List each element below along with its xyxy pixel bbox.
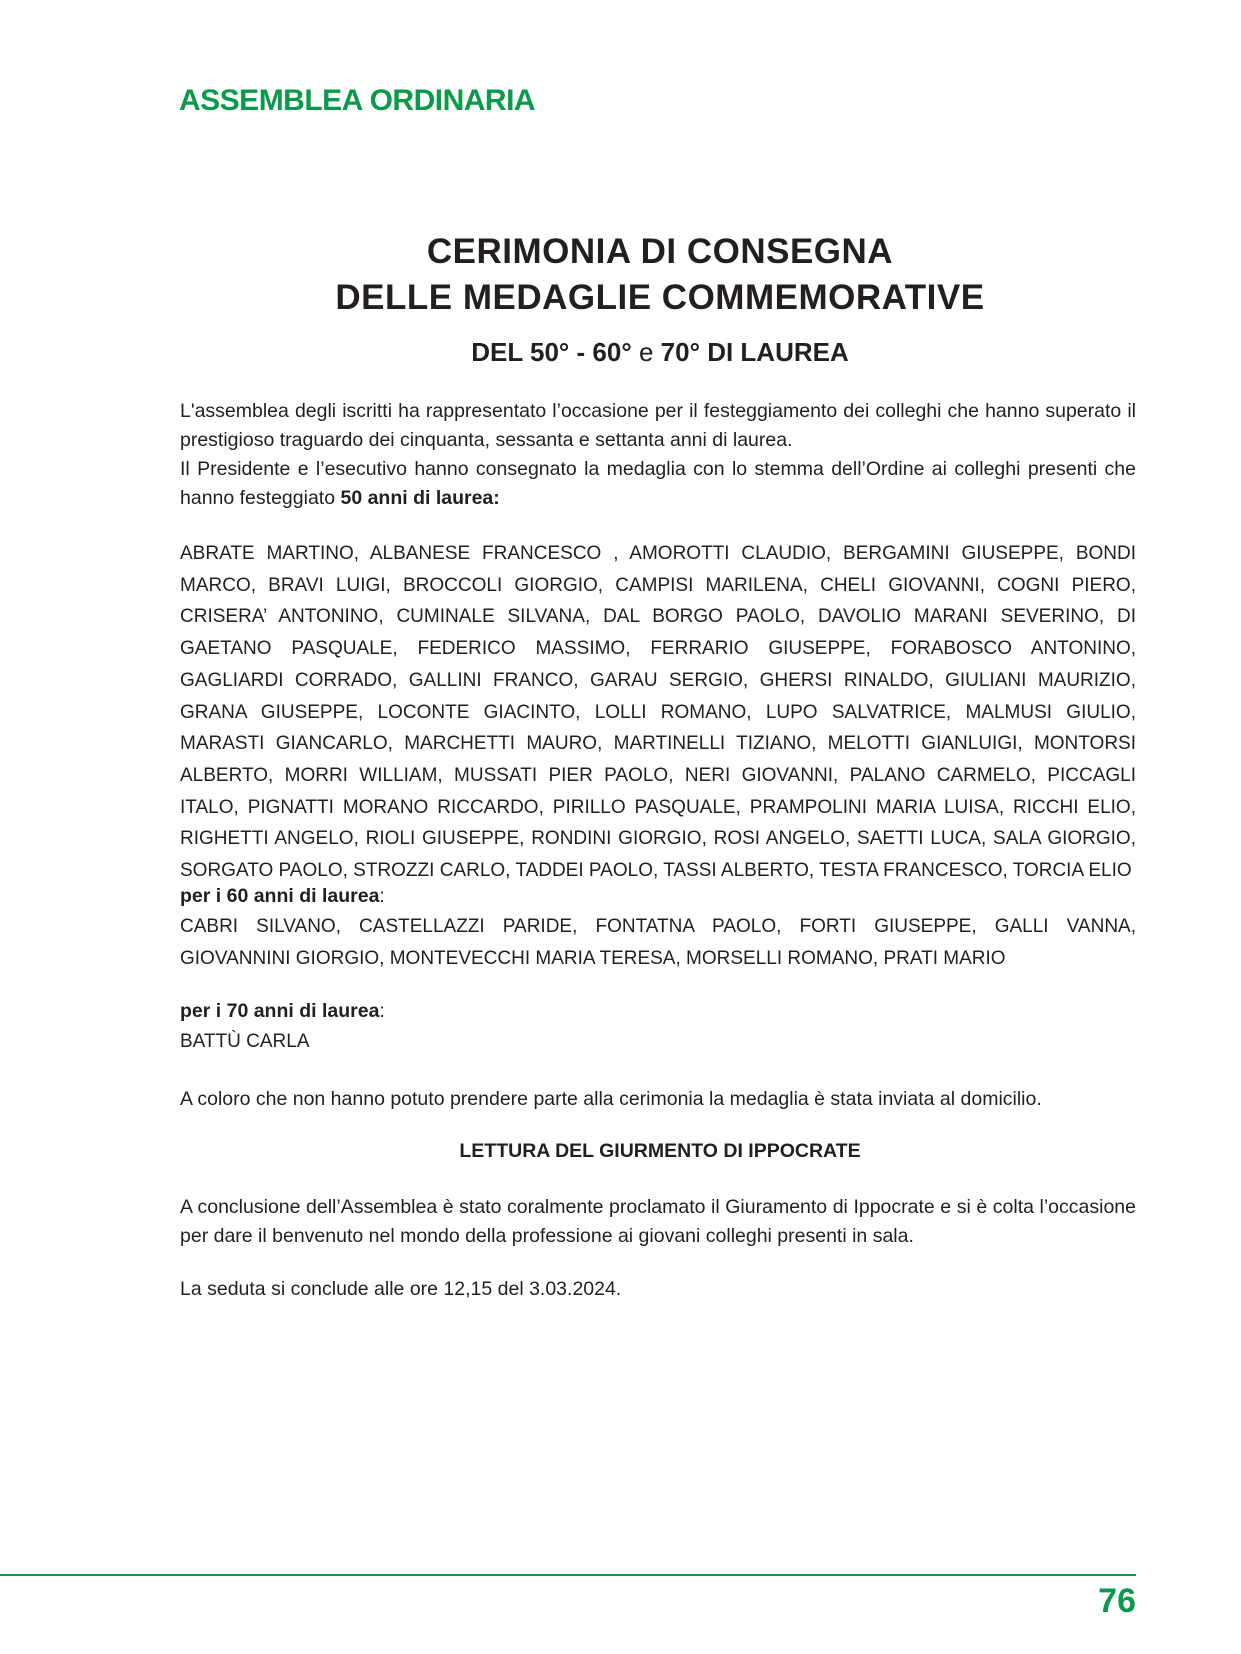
intro-text-2-main: Il Presidente e l’esecutivo hanno consegnato la medaglia con lo stemma dell’Ordine ai colleghi presenti che hanno festeggiato: [180, 458, 1136, 509]
names-list-50-years: ABRATE MARTINO, ALBANESE FRANCESCO , AMOROTTI CLAUDIO, BERGAMINI GIUSEPPE, BONDI MARCO, BRAVI LUIGI, BROCCOLI GIORGIO, CAMPISI MARILENA, CHELI GIOVANNI, COGNI PIERO, CRISERA’ ANTONINO, CUMINALE SILVANA, DAL BORGO PAOLO, DAVOLIO MARANI SEVERINO, DI GAETANO PASQUALE, FEDERICO MASSIMO, FERRARIO GIUSEPPE, FORABOSCO ANTONINO, GAGLIARDI CORRADO, GALLINI FRANCO, GARAU SERGIO, GHERSI RINALDO, GIULIANI MAURIZIO, GRANA GIUSEPPE, LOCONTE GIACINTO, LOLLI ROMANO, LUPO SALVATRICE, MALMUSI GIULIO, MARASTI GIANCARLO, MARCHETTI MAURO, MARTINELLI TIZIANO, MELOTTI GIANLUIGI, MONTORSI ALBERTO, MORRI WILLIAM, MUSSATI PIER PAOLO, NERI GIOVANNI, PALANO CARMELO, PICCAGLI ITALO, PIGNATTI MORANO RICCARDO, PIRILLO PASQUALE, PRAMPOLINI MARIA LUISA, RICCHI ELIO, RIGHETTI ANGELO, RIOLI GIUSEPPE, RONDINI GIORGIO, ROSI ANGELO, SAETTI LUCA, SALA GIORGIO, SORGATO PAOLO, STROZZI CARLO, TADDEI PAOLO, TASSI ALBERTO, TESTA FRANCESCO, TORCIA ELIO: [180, 543, 1136, 882]
intro-text-2: [180, 455, 1136, 513]
session-end-paragraph: La seduta si conclude alle ore 12,15 del 3.03.2024.: [180, 1278, 622, 1300]
intro-text-1: L'assemblea degli iscritti ha rappresentato l’occasione per il festeggiamento dei colleghi che hanno superato il prestigioso traguardo dei cinquanta, sessanta e settanta anni di laurea.: [180, 400, 1136, 451]
intro-paragraph: [180, 397, 1136, 513]
label-60-years-colon: :: [379, 885, 385, 907]
subtitle-part-2: 70° DI LAUREA: [660, 337, 849, 367]
subtitle-conjunction: e: [631, 337, 661, 367]
page-number: 76: [1098, 1582, 1136, 1620]
label-60-years: [180, 882, 1136, 911]
oath-subheading: LETTURA DEL GIURMENTO DI IPPOCRATE: [459, 1140, 861, 1162]
label-70-years: [180, 997, 1136, 1026]
page-title-line-2: DELLE MEDAGLIE COMMEMORATIVE: [335, 278, 985, 317]
oath-paragraph: A conclusione dell’Assemblea è stato coralmente proclamato il Giuramento di Ippocrate e si è colta l’occasione per dare il benvenuto nel mondo della professione ai giovani colleghi presenti in sala.: [180, 1196, 1136, 1247]
footer-divider: [0, 1574, 1136, 1576]
intro-text-2-bold: 50 anni di laurea:: [340, 487, 500, 509]
names-list-70-years: BATTÙ CARLA: [180, 1031, 310, 1052]
page-subtitle: [180, 337, 1140, 368]
delivery-note: A coloro che non hanno potuto prendere parte alla cerimonia la medaglia è stata inviata al domicilio.: [180, 1088, 1042, 1110]
subtitle-part-1: DEL 50° - 60°: [471, 337, 632, 367]
section-label: ASSEMBLEA ORDINARIA: [179, 84, 536, 117]
names-list-60-years: CABRI SILVANO, CASTELLAZZI PARIDE, FONTATNA PAOLO, FORTI GIUSEPPE, GALLI VANNA, GIOVANNINI GIORGIO, MONTEVECCHI MARIA TERESA, MORSELLI ROMANO, PRATI MARIO: [180, 916, 1136, 969]
label-70-years-colon: :: [379, 1000, 385, 1022]
label-70-years-bold: per i 70 anni di laurea: [180, 1000, 380, 1022]
page-title-line-1: CERIMONIA DI CONSEGNA: [426, 232, 894, 271]
label-60-years-bold: per i 60 anni di laurea: [180, 885, 380, 907]
